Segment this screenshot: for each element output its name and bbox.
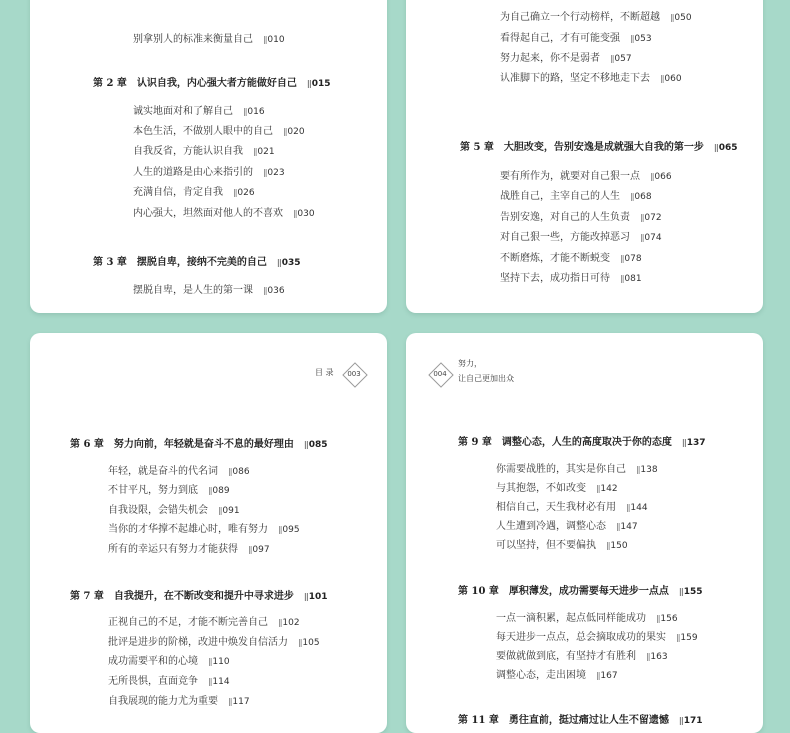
page-number: 010 xyxy=(267,35,285,45)
section-entry xyxy=(108,656,230,668)
section-entry xyxy=(133,285,285,297)
page-number: 057 xyxy=(614,54,632,64)
page-number: 114 xyxy=(212,677,230,687)
page-number: 089 xyxy=(212,486,230,496)
contents-header: 目 录 xyxy=(315,368,334,377)
section-title: 摆脱自卑，是人生的第一课 xyxy=(133,285,253,296)
section-title: 别拿别人的标准来衡量自己 xyxy=(133,34,253,45)
page-number: 060 xyxy=(664,74,682,84)
page-marker-icon: || xyxy=(630,192,634,201)
page-number: 023 xyxy=(267,168,285,178)
page-number: 091 xyxy=(222,506,240,516)
page-number: 155 xyxy=(683,587,703,597)
section-title: 战胜自己，主宰自己的人生 xyxy=(500,191,620,202)
section-title: 调整心态，走出困境 xyxy=(496,670,586,681)
page-number: 147 xyxy=(620,522,638,532)
page-marker-icon: || xyxy=(676,633,680,642)
section-title: 与其抱怨，不如改变 xyxy=(496,483,586,494)
page-number: 081 xyxy=(624,274,642,284)
page-marker-icon: || xyxy=(620,274,624,283)
section-entry xyxy=(500,232,662,244)
section-title: 可以坚持，但不要偏执 xyxy=(496,540,596,551)
chapter-heading xyxy=(70,439,328,451)
page-number: 159 xyxy=(680,633,698,643)
page-marker-icon: || xyxy=(650,172,654,181)
page-marker-icon: || xyxy=(208,657,212,666)
page-marker-icon: || xyxy=(263,286,267,295)
section-entry xyxy=(500,73,682,85)
page-marker-icon: || xyxy=(218,506,222,515)
chapter-heading xyxy=(93,257,301,269)
chapter-title: 第 11 章 勇往直前，挺过痛过让人生不留遗憾 xyxy=(458,715,669,726)
section-title: 成功需要平和的心境 xyxy=(108,656,198,667)
section-entry xyxy=(133,187,255,199)
section-entry xyxy=(133,208,315,220)
section-entry xyxy=(133,167,285,179)
section-entry xyxy=(496,540,628,552)
part-title-line1: 努力， xyxy=(458,359,482,368)
page-marker-icon: || xyxy=(228,697,232,706)
page-marker-icon: || xyxy=(596,671,600,680)
page-number: 105 xyxy=(302,638,320,648)
page-marker-icon: || xyxy=(640,213,644,222)
chapter-heading xyxy=(458,586,703,598)
page-number: 086 xyxy=(232,467,250,477)
page-number: 144 xyxy=(630,503,648,513)
page-marker-icon: || xyxy=(646,652,650,661)
page-number: 110 xyxy=(212,657,230,667)
section-entry xyxy=(108,505,240,517)
section-title: 年轻，就是奋斗的代名词 xyxy=(108,466,218,477)
section-title: 诚实地面对和了解自己 xyxy=(133,106,233,117)
section-title: 认准脚下的路，坚定不移地走下去 xyxy=(500,73,650,84)
page-number: 068 xyxy=(634,192,652,202)
page-number: 074 xyxy=(644,233,662,243)
part-title-line2: 让自己更加出众 xyxy=(458,374,514,383)
page-marker-icon: || xyxy=(636,465,640,474)
chapter-title: 第 6 章 努力向前，年轻就是奋斗不息的最好理由 xyxy=(70,439,294,450)
page-marker-icon: || xyxy=(306,79,311,88)
page-marker-icon: || xyxy=(303,440,308,449)
section-entry xyxy=(500,53,632,65)
page-marker-icon: || xyxy=(596,484,600,493)
page-marker-icon: || xyxy=(616,522,620,531)
section-title: 看得起自己，才有可能变强 xyxy=(500,33,620,44)
section-entry xyxy=(500,171,672,183)
page-number: 163 xyxy=(650,652,668,662)
page-marker-icon: || xyxy=(610,54,614,63)
section-entry xyxy=(496,483,618,495)
section-title: 本色生活，不做别人眼中的自己 xyxy=(133,126,273,137)
page-marker-icon: || xyxy=(678,587,683,596)
chapter-heading xyxy=(70,591,328,603)
page-marker-icon: || xyxy=(278,525,282,534)
page-number: 117 xyxy=(232,697,250,707)
page-number: 097 xyxy=(252,545,270,555)
page-number: 138 xyxy=(640,465,658,475)
section-title: 当你的才华撑不起雄心时，唯有努力 xyxy=(108,524,268,535)
section-title: 所有的幸运只有努力才能获得 xyxy=(108,544,238,555)
section-entry xyxy=(108,524,300,536)
page-number: 050 xyxy=(674,13,692,23)
page-number: 095 xyxy=(282,525,300,535)
page-number: 021 xyxy=(257,147,275,157)
section-title: 坚持下去，成功指日可待 xyxy=(500,273,610,284)
section-entry xyxy=(500,253,642,265)
section-entry xyxy=(108,544,270,556)
section-entry xyxy=(496,613,678,625)
page-marker-icon: || xyxy=(293,209,297,218)
page-marker-icon: || xyxy=(681,438,686,447)
page-marker-icon: || xyxy=(640,233,644,242)
chapter-heading xyxy=(93,78,331,90)
section-entry xyxy=(133,126,305,138)
section-entry xyxy=(500,212,662,224)
section-title: 正视自己的不足，才能不断完善自己 xyxy=(108,617,268,628)
page-number: 142 xyxy=(600,484,618,494)
page-marker-icon: || xyxy=(243,107,247,116)
section-title: 努力起来，你不是弱者 xyxy=(500,53,600,64)
section-entry xyxy=(133,106,265,118)
page-number: 171 xyxy=(683,716,703,726)
page-marker-icon: || xyxy=(630,34,634,43)
page-marker-icon: || xyxy=(713,143,718,152)
section-title: 相信自己，天生我材必有用 xyxy=(496,502,616,513)
section-entry xyxy=(496,632,698,644)
page-number: 026 xyxy=(237,188,255,198)
chapter-heading xyxy=(460,142,738,154)
section-title: 人生遭到冷遇，调整心态 xyxy=(496,521,606,532)
section-title: 批评是进步的阶梯，改进中焕发自信活力 xyxy=(108,637,288,648)
page-number: 085 xyxy=(308,440,328,450)
chapter-heading xyxy=(458,715,703,727)
page-marker-icon: || xyxy=(303,592,308,601)
section-title: 人生的道路是由心来指引的 xyxy=(133,167,253,178)
page-marker-icon: || xyxy=(253,147,257,156)
page-number: 030 xyxy=(297,209,315,219)
page-number: 078 xyxy=(624,254,642,264)
section-title: 每天进步一点点，总会摘取成功的果实 xyxy=(496,632,666,643)
chapter-heading xyxy=(458,437,706,449)
section-title: 对自己狠一些，方能改掉恶习 xyxy=(500,232,630,243)
section-entry xyxy=(500,12,692,24)
page-marker-icon: || xyxy=(660,74,664,83)
section-title: 一点一滴积累，起点低同样能成功 xyxy=(496,613,646,624)
section-entry xyxy=(108,637,320,649)
section-title: 充满自信，肯定自我 xyxy=(133,187,223,198)
section-title: 告别安逸，对自己的人生负责 xyxy=(500,212,630,223)
toc-page-top-left xyxy=(30,0,387,313)
toc-page-bottom-left xyxy=(30,333,387,733)
page-marker-icon: || xyxy=(208,677,212,686)
section-entry xyxy=(133,34,285,46)
section-title: 不断磨炼，才能不断蜕变 xyxy=(500,253,610,264)
section-entry xyxy=(108,617,300,629)
page-number: 020 xyxy=(287,127,305,137)
chapter-title: 第 2 章 认识自我，内心强大者方能做好自己 xyxy=(93,78,297,89)
page-number: 036 xyxy=(267,286,285,296)
page-marker-icon: || xyxy=(626,503,630,512)
chapter-title: 第 9 章 调整心态，人生的高度取决于你的态度 xyxy=(458,437,672,448)
section-title: 要有所作为，就要对自己狠一点 xyxy=(500,171,640,182)
page-number: 065 xyxy=(718,143,738,153)
chapter-title: 第 10 章 厚积薄发，成功需要每天进步一点点 xyxy=(458,586,669,597)
section-title: 自我反省，方能认识自我 xyxy=(133,146,243,157)
section-entry xyxy=(500,191,652,203)
page-marker-icon: || xyxy=(276,258,281,267)
section-entry xyxy=(133,146,275,158)
section-title: 你需要战胜的，其实是你自己 xyxy=(496,464,626,475)
page-number: 102 xyxy=(282,618,300,628)
page-marker-icon: || xyxy=(656,614,660,623)
section-title: 为自己确立一个行动榜样，不断超越 xyxy=(500,12,660,23)
page-marker-icon: || xyxy=(278,618,282,627)
page-number: 066 xyxy=(654,172,672,182)
section-title: 要做就做到底，有坚持才有胜利 xyxy=(496,651,636,662)
page-marker-icon: || xyxy=(670,13,674,22)
section-title: 不甘平凡，努力到底 xyxy=(108,485,198,496)
page-number: 016 xyxy=(247,107,265,117)
page-number: 150 xyxy=(610,541,628,551)
page-marker-icon: || xyxy=(606,541,610,550)
section-title: 无所畏惧，直面竞争 xyxy=(108,676,198,687)
section-entry xyxy=(500,273,642,285)
page-number: 015 xyxy=(311,79,331,89)
page-marker-icon: || xyxy=(678,716,683,725)
section-entry xyxy=(496,670,618,682)
page-number: 072 xyxy=(644,213,662,223)
page-marker-icon: || xyxy=(248,545,252,554)
page-number: 101 xyxy=(308,592,328,602)
section-title: 自我设限，会错失机会 xyxy=(108,505,208,516)
page-number: 035 xyxy=(281,258,301,268)
page-marker-icon: || xyxy=(620,254,624,263)
page-marker-icon: || xyxy=(233,188,237,197)
section-entry xyxy=(500,33,652,45)
chapter-title: 第 3 章 摆脱自卑，接纳不完美的自己 xyxy=(93,257,267,268)
page-number: 137 xyxy=(686,438,706,448)
section-entry xyxy=(496,464,658,476)
section-entry xyxy=(108,696,250,708)
chapter-title: 第 5 章 大胆改变，告别安逸是成就强大自我的第一步 xyxy=(460,142,704,153)
toc-page-top-right xyxy=(406,0,763,313)
page-marker-icon: || xyxy=(283,127,287,136)
page-marker-icon: || xyxy=(298,638,302,647)
section-title: 内心强大，坦然面对他人的不喜欢 xyxy=(133,208,283,219)
toc-page-bottom-right xyxy=(406,333,763,733)
section-entry xyxy=(496,651,668,663)
section-title: 自我展现的能力尤为重要 xyxy=(108,696,218,707)
page-marker-icon: || xyxy=(228,467,232,476)
page-number: 156 xyxy=(660,614,678,624)
section-entry xyxy=(108,485,230,497)
section-entry xyxy=(496,521,638,533)
page-number: 167 xyxy=(600,671,618,681)
page-number: 003 xyxy=(347,370,361,378)
section-entry xyxy=(496,502,648,514)
page-marker-icon: || xyxy=(263,168,267,177)
page-number: 004 xyxy=(433,370,447,378)
section-entry xyxy=(108,676,230,688)
chapter-title: 第 7 章 自我提升，在不断改变和提升中寻求进步 xyxy=(70,591,294,602)
section-entry xyxy=(108,466,250,478)
page-marker-icon: || xyxy=(208,486,212,495)
page-number: 053 xyxy=(634,34,652,44)
page-marker-icon: || xyxy=(263,35,267,44)
